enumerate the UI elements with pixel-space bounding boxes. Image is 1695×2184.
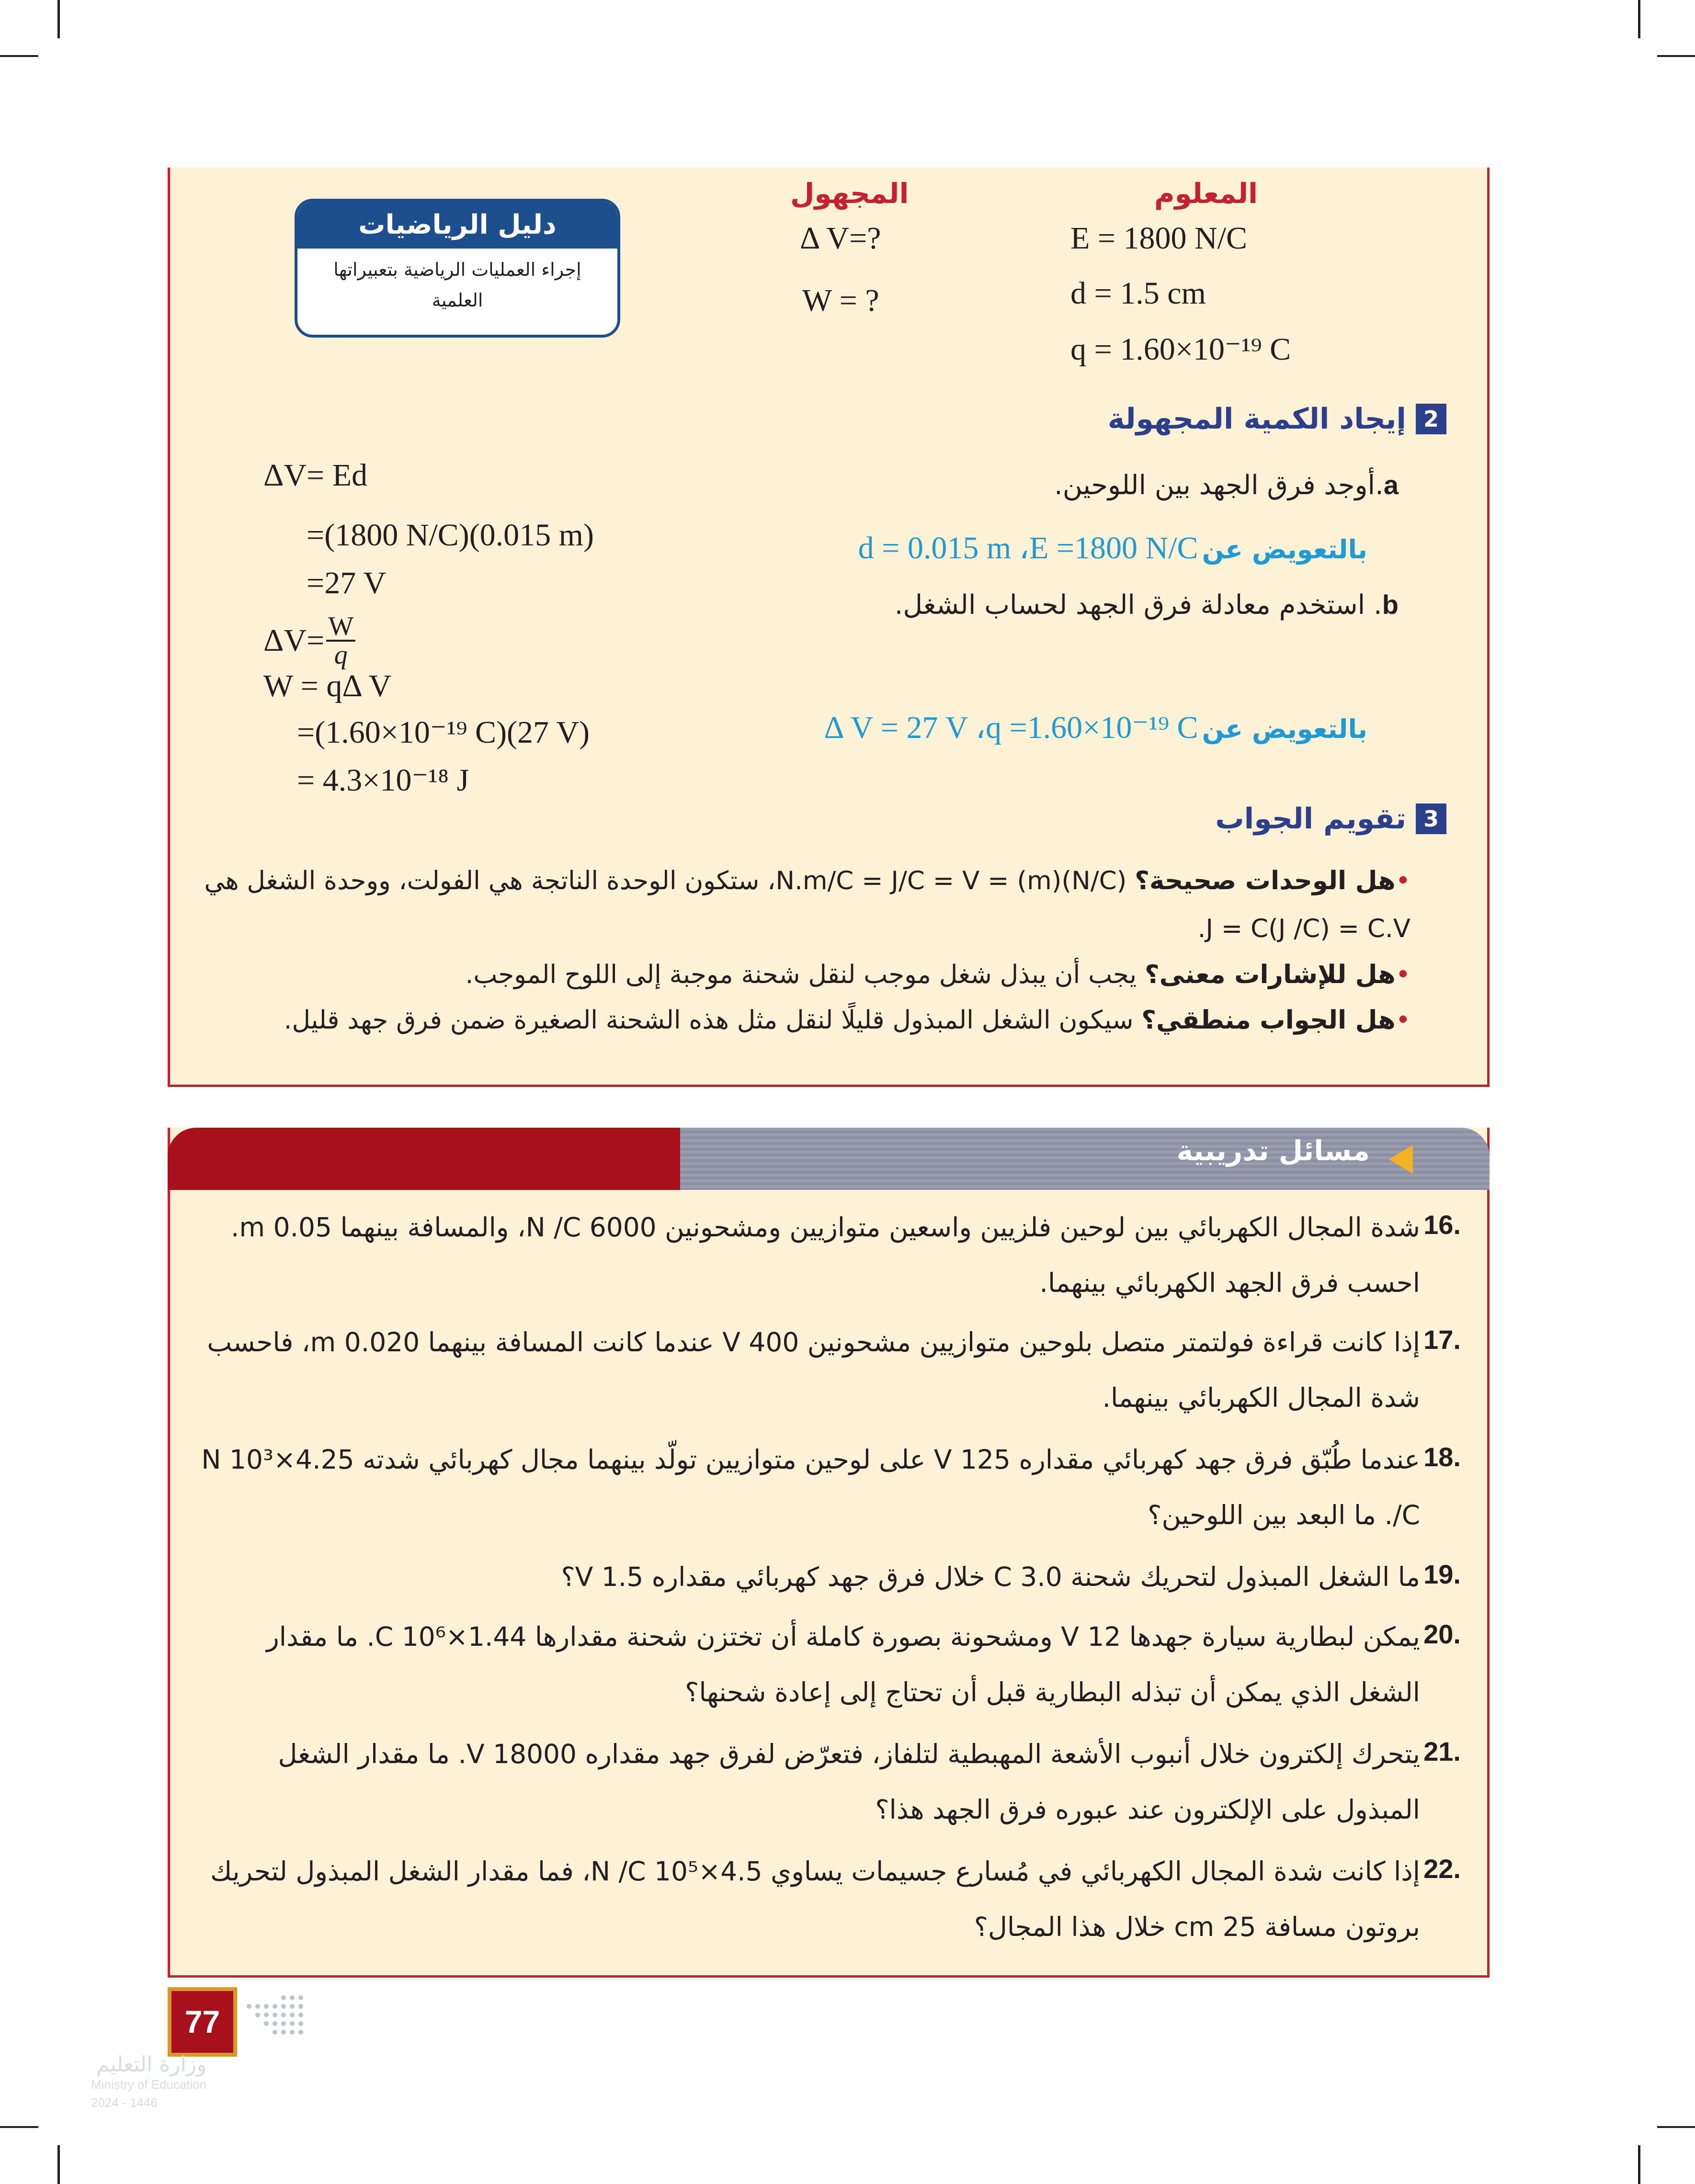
crop-mark	[57, 2145, 60, 2184]
check-reasonable-text: سيكون الشغل المبذول قليلًا لنقل مثل هذه الشحنة الصغيرة ضمن فرق جهد قليل.	[284, 1006, 1142, 1035]
crop-mark	[1657, 55, 1695, 57]
crop-mark	[0, 55, 38, 57]
crop-mark	[57, 0, 60, 38]
unknown-dv: Δ V=?	[800, 221, 881, 256]
step-2b-text: . استخدم معادلة فرق الجهد لحساب الشغل.	[894, 589, 1382, 621]
crop-mark	[1638, 0, 1640, 38]
step-2b-label: b	[1382, 589, 1399, 620]
problem-21: يتحرك إلكترون خلال أنبوب الأشعة المهبطية لتلفاز، فتعرّض لفرق جهد مقداره 18000 V. ما مقدار الشغل المبذول على الإلكترون عند عبوره فرق الجهد هذا؟	[278, 1739, 1420, 1825]
check-units-lead: هل الوحدات صحيحة؟	[1135, 866, 1396, 895]
dots-pattern-icon	[244, 1987, 311, 2045]
unknown-w: W = ?	[802, 283, 879, 318]
crop-mark	[1638, 2145, 1640, 2184]
ministry-name-ar: وزارة التعليم	[96, 2052, 207, 2077]
substitution-1-values: d = 0.015 m ،E =1800 N/C	[858, 531, 1198, 566]
step-2-number: 2	[1416, 404, 1446, 434]
fraction-w-over-q	[326, 613, 355, 668]
substitution-2-label: بالتعويض عن	[1202, 714, 1367, 744]
step-2a-text: .أوجد فرق الجهد بين اللوحين.	[1054, 470, 1384, 501]
fraction-denominator: q	[334, 640, 348, 670]
step-2-title: إيجاد الكمية المجهولة	[1107, 402, 1406, 436]
check-reasonable-lead: هل الجواب منطقي؟	[1141, 1006, 1396, 1035]
ministry-year: 2024 - 1446	[91, 2095, 158, 2110]
triangle-arrow-icon	[1389, 1145, 1413, 1174]
calc-line: ΔV= Ed	[263, 458, 368, 493]
substitution-2	[824, 709, 1367, 746]
step-2b	[895, 589, 1399, 621]
problem-17: إذا كانت قراءة فولتمتر متصل بلوحين متوازيين مشحونين 400 V عندما كانت المسافة بينهما 0.020 m، فاحسب شدة المجال الكهربائي بينهما.	[207, 1327, 1420, 1413]
page-number: 77	[168, 1987, 237, 2057]
check-signs-text: يجب أن يبذل شغل موجب لنقل شحنة موجبة إلى اللوح الموجب.	[465, 960, 1145, 989]
calc-line: =27 V	[307, 566, 387, 600]
calc-line: =(1.60×10⁻¹⁹ C)(27 V)	[297, 715, 590, 750]
step-3-number: 3	[1416, 803, 1446, 834]
known-d: d = 1.5 cm	[1070, 276, 1206, 311]
known-e: E = 1800 N/C	[1070, 221, 1248, 256]
problem-number: 21.	[1423, 1736, 1461, 1766]
practice-title: مسائل تدريبية	[1176, 1134, 1370, 1167]
known-header: المعلوم	[1154, 177, 1258, 210]
practice-box	[168, 1128, 1490, 1978]
problem-number: 17.	[1423, 1324, 1461, 1355]
calc-dv-equals: ΔV=	[263, 623, 325, 658]
math-guide-box	[295, 199, 620, 338]
problem-22: إذا كانت شدة المجال الكهربائي في مُسارع جسيمات يساوي 4.5×10⁵ N /C، فما مقدار الشغل المبذول لتحريك بروتون مسافة 25 cm خلال هذا المجال؟	[210, 1856, 1420, 1942]
step-3-title: تقويم الجواب	[1215, 802, 1406, 836]
bullet-dot: •	[1395, 866, 1411, 895]
problem-number: 22.	[1423, 1854, 1461, 1884]
crop-mark	[1657, 2126, 1695, 2128]
check-units-text: (N/C)(m) = N.m/C = J/C = V، ستكون الوحدة الناتجة هي الفولت، ووحدة الشغل هي J = C(J /C) = C.V.	[204, 866, 1411, 943]
step-2a-label: a	[1383, 470, 1399, 500]
bullet-dot: •	[1395, 960, 1411, 989]
ministry-logo	[91, 2054, 206, 2112]
calc-fraction-line	[263, 613, 355, 668]
check-signs-lead: هل للإشارات معنى؟	[1144, 960, 1396, 989]
step-2-heading	[1108, 402, 1446, 436]
problem-20: يمكن لبطارية سيارة جهدها 12 V ومشحونة بصورة كاملة أن تختزن شحنة مقدارها 1.44×10⁶ C. ما مقدار الشغل الذي يمكن أن تبذله البطارية قبل أن تحتاج إلى إعادة شحنها؟	[266, 1621, 1420, 1708]
calc-line: W = qΔ V	[263, 668, 392, 703]
calc-line: =(1800 N/C)(0.015 m)	[307, 518, 594, 553]
bullet-dot: •	[1395, 1006, 1411, 1035]
step-3-heading	[1215, 802, 1446, 836]
math-guide-title: دليل الرياضيات	[297, 202, 617, 249]
unknown-header: المجهول	[790, 177, 909, 210]
problem-number: 19.	[1423, 1559, 1461, 1589]
banner-red-section	[168, 1128, 680, 1190]
substitution-1-label: بالتعويض عن	[1202, 534, 1367, 565]
known-q: q = 1.60×10⁻¹⁹ C	[1070, 332, 1291, 367]
ministry-name-en: Ministry of Education	[91, 2077, 207, 2092]
problem-16: شدة المجال الكهربائي بين لوحين فلزيين واسعين متوازيين ومشحونين 6000 N /C، والمسافة بينهما 0.05 m. احسب فرق الجهد الكهربائي بينهما.	[231, 1212, 1420, 1298]
step-2a	[1054, 469, 1399, 501]
substitution-2-values: Δ V = 27 V ،q =1.60×10⁻¹⁹ C	[824, 710, 1198, 745]
example-box	[168, 168, 1490, 1087]
check-signs-bullet	[466, 960, 1411, 989]
crop-mark	[0, 2126, 38, 2128]
calc-line: = 4.3×10⁻¹⁸ J	[297, 763, 469, 798]
fraction-numerator: W	[326, 613, 355, 642]
problem-19: ما الشغل المبذول لتحريك شحنة 3.0 C خلال فرق جهد كهربائي مقداره 1.5 V؟	[561, 1562, 1420, 1592]
problem-18: عندما طُبّق فرق جهد كهربائي مقداره 125 V على لوحين متوازيين تولّد بينهما مجال كهربائي شدته 4.25×10³ N /C. ما البعد بين اللوحين؟	[201, 1444, 1420, 1530]
substitution-1	[858, 529, 1367, 566]
practice-banner	[168, 1128, 1490, 1190]
problem-number: 20.	[1423, 1619, 1461, 1649]
problem-number: 18.	[1423, 1442, 1461, 1472]
problem-number: 16.	[1423, 1210, 1461, 1240]
check-reasonable-bullet	[284, 1006, 1411, 1035]
math-guide-body: إجراء العمليات الرياضية بتعبيراتها العلمية	[333, 259, 581, 311]
check-units-bullet	[199, 857, 1411, 953]
